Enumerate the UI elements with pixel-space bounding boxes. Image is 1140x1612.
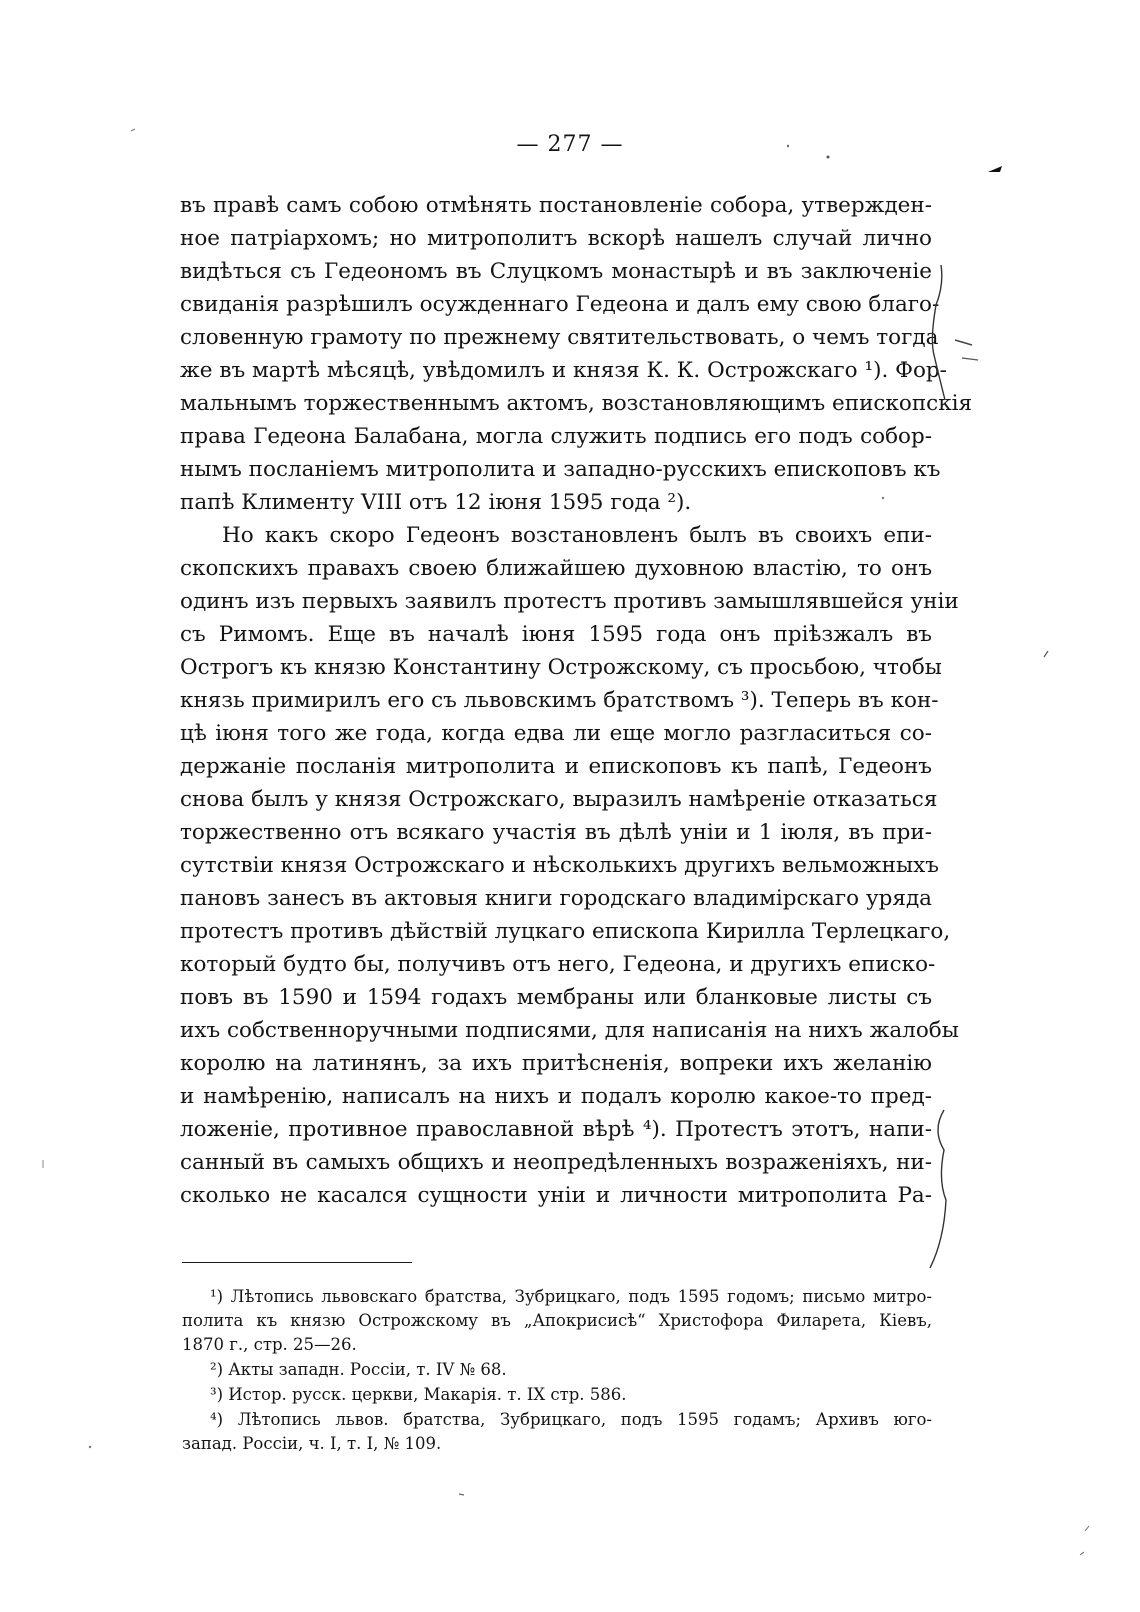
footnote-divider <box>182 1262 412 1263</box>
body-line: сутствіи князя Острожскаго и нѣсколькихъ другихъ вельможныхъ <box>180 853 939 878</box>
footnote-line: запад. Россіи, ч. I, т. I, № 109. <box>182 1434 442 1453</box>
body-line: свиданія разрѣшилъ осужденнаго Гедеона и далъ ему свою благо- <box>180 292 940 317</box>
body-line: повъ въ 1590 и 1594 годахъ мембраны или бланковые листы съ <box>180 985 932 1010</box>
footnote-line: ¹) Лѣтопись львовскаго братства, Зубрицкаго, подъ 1595 годомъ; письмо митро- <box>210 1287 932 1306</box>
body-line: князь примирилъ его съ львовскимъ братствомъ ³). Теперь въ кон- <box>180 688 939 713</box>
footnote-line: ⁴) Лѣтопись львов. братства, Зубрицкаго, подъ 1595 годамъ; Архивъ юго- <box>210 1410 932 1429</box>
body-line: пановъ занесъ въ актовыя книги городскаго владимірскаго уряда <box>180 886 932 911</box>
speck <box>459 1494 464 1495</box>
body-line: нымъ посланіемъ митрополита и западно-русскихъ епископовъ къ <box>180 457 941 482</box>
body-line: права Гедеона Балабана, могла служить подпись его подъ собор- <box>180 424 932 449</box>
speck <box>131 129 135 131</box>
body-line: мальнымъ торжественнымъ актомъ, возстановляющимъ епископскія <box>180 391 973 416</box>
body-line: словенную грамоту по прежнему святительствовать, о чемъ тогда <box>180 325 939 350</box>
body-line: папѣ Клименту VIII отъ 12 іюня 1595 года ²). <box>180 490 692 515</box>
body-line: же въ мартѣ мѣсяцѣ, увѣдомилъ и князя К. К. Острожскаго ¹). Фор- <box>180 358 947 383</box>
body-line: и намѣренію, написалъ на нихъ и подалъ королю какое-то пред- <box>180 1084 932 1109</box>
body-line: съ Римомъ. Еще въ началѣ іюня 1595 года онъ пріѣзжалъ въ <box>180 622 932 647</box>
body-line: санный въ самыхъ общихъ и неопредѣленныхъ возраженіяхъ, ни- <box>180 1150 932 1175</box>
speck <box>1085 1526 1089 1531</box>
body-line: ихъ собственноручными подписями, для написанія на нихъ жалобы <box>180 1018 959 1043</box>
margin-bracket-lower <box>930 1110 946 1268</box>
body-line: одинъ изъ первыхъ заявилъ протестъ противъ замышлявшейся уніи <box>180 589 959 614</box>
margin-dash <box>955 340 972 345</box>
body-line: ложеніе, противное православной вѣрѣ ⁴). Протестъ этотъ, напи- <box>180 1117 932 1142</box>
speck <box>89 1446 91 1448</box>
body-line: цѣ іюня того же года, когда едва ли еще могло разгласиться со- <box>180 721 932 746</box>
ink-blot <box>988 166 1002 172</box>
body-line: держаніе посланія митрополита и епископовъ къ папѣ, Гедеонъ <box>180 754 932 779</box>
speck <box>1080 1552 1084 1555</box>
body-line: торжественно отъ всякаго участія въ дѣлѣ уніи и 1 іюля, въ при- <box>180 820 932 845</box>
footnote-line: полита къ князю Острожскому въ „Апокрисисѣ“ Христофора Филарета, Кіевъ, <box>182 1311 932 1330</box>
footnote-line: 1870 г., стр. 25—26. <box>182 1335 357 1354</box>
body-line: скопскихъ правахъ своею ближайшею духовною властію, то онъ <box>180 556 932 581</box>
body-line: Острогъ къ князю Константину Острожскому, съ просьбою, чтобы <box>180 655 942 680</box>
body-line: протестъ противъ дѣйствій луцкаго епископа Кирилла Терлецкаго, <box>180 919 951 944</box>
body-line: сколько не касался сущности уніи и личности митрополита Ра- <box>180 1183 932 1208</box>
speck <box>1044 651 1048 657</box>
body-line: снова былъ у князя Острожскаго, выразилъ намѣреніе отказаться <box>180 787 938 812</box>
footnote-line: ³) Истор. русск. церкви, Макарія. т. IX стр. 586. <box>210 1385 627 1404</box>
body-line: ное патріархомъ; но митрополитъ вскорѣ нашелъ случай лично <box>180 226 932 251</box>
body-line: видѣться съ Гедеономъ въ Слуцкомъ монастырѣ и въ заключеніе <box>180 259 932 284</box>
footnote-line: ²) Акты западн. Россіи, т. IV № 68. <box>210 1360 507 1379</box>
body-line: который будто бы, получивъ отъ него, Гедеона, и другихъ еписко- <box>180 952 936 977</box>
margin-dash <box>962 358 978 360</box>
body-line: Но какъ скоро Гедеонъ возстановленъ былъ въ своихъ епи- <box>222 523 932 548</box>
body-line: въ правѣ самъ собою отмѣнять постановленіе собора, утвержден- <box>180 193 932 218</box>
body-line: королю на латинянъ, за ихъ притѣсненія, вопреки ихъ желанію <box>180 1051 932 1076</box>
page-number: — 277 — <box>516 132 624 157</box>
